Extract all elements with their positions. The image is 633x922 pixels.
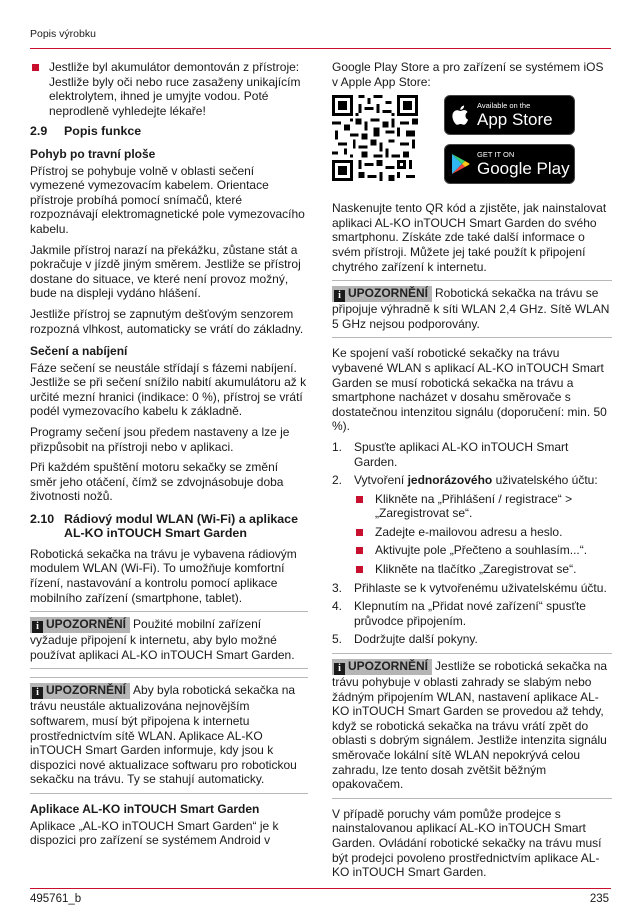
step-text-bold: jednorázového xyxy=(407,473,493,488)
step-item xyxy=(332,473,612,488)
left-column xyxy=(30,60,308,854)
step-text xyxy=(354,473,598,488)
bullet-square-icon xyxy=(356,496,363,503)
substep-text: Klikněte na „Přihlášení / registrace“ > „Zaregistrovat se“. xyxy=(375,491,573,521)
bullet-square-icon xyxy=(356,566,363,573)
apple-icon xyxy=(445,103,477,127)
substep-text: Aktivujte pole „Přečteno a souhlasím...“. xyxy=(375,543,588,558)
step-text: Spusťte aplikaci AL-KO inTOUCH Smart Garden. xyxy=(354,439,569,469)
page-header: Popis výrobku xyxy=(30,28,96,40)
substep-item xyxy=(354,562,612,577)
note-label: UPOZORNĚNÍ xyxy=(348,659,429,674)
subheading: Sečení a nabíjení xyxy=(30,344,128,359)
note-tag xyxy=(30,617,130,633)
paragraph: Programy sečení jsou předem nastaveny a lze je přizpůsobit na přístroji nebo v aplikaci. xyxy=(30,425,290,454)
step-text: Dodržujte další pokyny. xyxy=(354,632,478,647)
info-icon: i xyxy=(334,290,345,302)
paragraph: Ke spojení vaší robotické sekačky na trávu vybavené WLAN s aplikací AL-KO inTOUCH Smart Garden se musí robotická sekačka na trávu a smartphone nacházet v dosahu směrovače s dostatečnou intenzitou signálu (doporučení: min. 50 %). xyxy=(332,346,607,434)
section-number: 2.10 xyxy=(30,512,55,527)
paragraph: Přístroj se pohybuje volně v oblasti sečení vymezené vymezovacím kabelem. Orientace přístroje probíhá pomocí snímačů, které rozpoznávají elektromagnetické pole vymezovacího kabelu. xyxy=(30,163,305,236)
step-item xyxy=(332,581,612,596)
note-label: UPOZORNĚNÍ xyxy=(348,286,429,301)
paragraph: Aplikace „AL-KO inTOUCH Smart Garden“ je k dispozici pro zařízení se systémem Android v xyxy=(30,818,279,848)
info-icon: i xyxy=(32,687,43,699)
step-text-pre: Vytvoření xyxy=(354,473,408,488)
substep-item xyxy=(354,492,612,521)
note-text: Použité mobilní zařízení vyžaduje připojení k internetu, aby bylo možné používat aplikaci AL-KO inTOUCH Smart Garden. xyxy=(30,617,295,662)
subheading: Pohyb po travní ploše xyxy=(30,146,156,161)
note-tag xyxy=(332,286,432,302)
note-tag xyxy=(332,659,432,675)
step-item xyxy=(332,599,612,628)
subheading: Aplikace AL-KO inTOUCH Smart Garden xyxy=(30,801,260,816)
note-box xyxy=(30,611,308,669)
step-number: 1. xyxy=(332,439,343,454)
header-rule xyxy=(30,48,611,49)
bullet-text: Jestliže byl akumulátor demontován z přístroje: Jestliže byly oči nebo ruce zasaženy unikajícím elektrolytem, ihned je umyjte vodou. Poté neprodleně vyhledejte lékaře! xyxy=(49,60,301,118)
info-icon: i xyxy=(32,621,43,633)
step-number: 3. xyxy=(332,580,343,595)
section-title: Rádiový modul WLAN (Wi-Fi) a aplikace AL-KO inTOUCH Smart Garden xyxy=(64,512,298,541)
note-text: Robotická sekačka na trávu se připojuje výhradně k síti WLAN 2,4 GHz. Sítě WLAN 5 GHz nejsou podporovány. xyxy=(332,286,610,331)
substep-text: Klikněte na tlačítko „Zaregistrovat se“. xyxy=(375,562,577,577)
google-play-label: Google Play xyxy=(477,159,570,179)
step-text: Klepnutím na „Přidat nové zařízení“ spusťte průvodce připojením. xyxy=(354,599,586,628)
step-number: 5. xyxy=(332,632,343,647)
paragraph: V případě poruchy vám pomůže prodejce s nainstalovanou aplikací AL-KO inTOUCH Smart Garden. Ovládání robotické sekačky na trávu musí být prodejci povoleno prostřednictvím aplikace AL-KO inTOUCH Smart Garden. xyxy=(332,806,602,880)
paragraph: Naskenujte tento QR kód a zjistěte, jak nainstalovat aplikaci AL-KO inTOUCH Smart Garden do svého smartphonu. Získáte zde také další informace o svém přístroji. Můžete jej také použít k připojení chytrého zařízení k internetu. xyxy=(332,201,607,274)
paragraph: Robotická sekačka na trávu je vybavena rádiovým modulem WLAN (Wi-Fi). To umožňuje komfortní řízení, nastavování a kontrolu pomocí aplikace mobilního zařízení (smartphone, tablet). xyxy=(30,546,297,605)
step-item xyxy=(332,440,612,469)
google-play-icon xyxy=(445,153,477,175)
note-text: Jestliže se robotická sekačka na trávu pohybuje v oblasti zahrady se slabým nebo žádným připojením WLAN, nastavení aplikace AL-KO inTOUCH Smart Garden se provedou až tehdy, když se robotická sekačka na trávu vrátí zpět do oblasti s dobrým signálem. Jestliže intenzita signálu směrovače lokální sítě WLAN nepokrývá celou zahradu, lze tento dosah zvětšit běžným opakovačem. xyxy=(332,659,608,792)
note-box xyxy=(332,280,612,338)
note-label: UPOZORNĚNÍ xyxy=(46,617,127,632)
qr-code xyxy=(332,95,418,181)
document-number: 495761_b xyxy=(30,893,82,905)
app-store-small-label: Available on the xyxy=(477,101,531,111)
store-badges xyxy=(444,95,575,193)
note-label: UPOZORNĚNÍ xyxy=(46,683,127,698)
paragraph: Při každém spuštění motoru sekačky se změní směr jeho otáčení, čímž se zdvojnásobuje doba životnosti nožů. xyxy=(30,460,284,504)
substep-text: Zadejte e-mailovou adresu a heslo. xyxy=(375,524,563,539)
paragraph: Jestliže přístroj se zapnutým dešťovým senzorem rozpozná vlhkost, automaticky se vrátí do základny. xyxy=(30,306,304,336)
bullet-square-icon xyxy=(32,64,39,71)
info-icon: i xyxy=(334,663,345,675)
note-box xyxy=(332,653,612,799)
step-number: 4. xyxy=(332,599,343,614)
page-number: 235 xyxy=(589,893,609,905)
bullet-item xyxy=(30,60,308,118)
substep-item xyxy=(354,543,612,558)
step-text-post: uživatelského účtu: xyxy=(492,473,598,488)
substep-item xyxy=(354,525,612,540)
step-item xyxy=(332,632,612,647)
app-store-label: App Store xyxy=(477,110,553,130)
step-text: Přihlaste se k vytvořenému uživatelskému účtu. xyxy=(354,580,607,595)
paragraph: Google Play Store a pro zařízení se systémem iOS v Apple App Store: xyxy=(332,60,604,89)
note-tag xyxy=(30,683,130,699)
section-heading-2-9 xyxy=(30,124,308,139)
right-column xyxy=(332,60,612,886)
app-store-badge[interactable] xyxy=(444,95,575,135)
note-text: Aby byla robotická sekačka na trávu neustále aktualizována nejnovějším softwarem, musí být připojena k internetu prostřednictvím sítě WLAN. Aplikace AL-KO inTOUCH Smart Garden informuje, kdy jsou k dispozici nové aktualizace softwaru pro robotickou sekačku na trávu. Ty se stahují automaticky. xyxy=(30,683,297,787)
section-title: Popis funkce xyxy=(64,124,142,139)
step-number: 2. xyxy=(332,473,343,488)
paragraph: Jakmile přístroj narazí na překážku, zůstane stát a pokračuje v jízdě jiným směrem. Jestliže se přístroj dostane do situace, ve které není provoz možný, bude na displeji vydáno hlášení. xyxy=(30,242,301,301)
note-box xyxy=(30,677,308,794)
bullet-square-icon xyxy=(356,529,363,536)
section-number: 2.9 xyxy=(30,124,48,139)
section-heading-2-10 xyxy=(30,512,308,541)
app-store-links xyxy=(332,95,612,193)
footer-rule xyxy=(30,888,611,889)
paragraph: Fáze sečení se neustále střídají s fázemi nabíjení. Jestliže se při sečení snížilo nabití akumulátoru až k určité mezní hranici (indikace: 0 %), přístroj se vrátí podél vymezovacího kabelu k základně. xyxy=(30,360,307,419)
bullet-square-icon xyxy=(356,547,363,554)
google-play-badge[interactable] xyxy=(444,144,575,184)
google-play-small-label: GET IT ON xyxy=(477,150,515,160)
